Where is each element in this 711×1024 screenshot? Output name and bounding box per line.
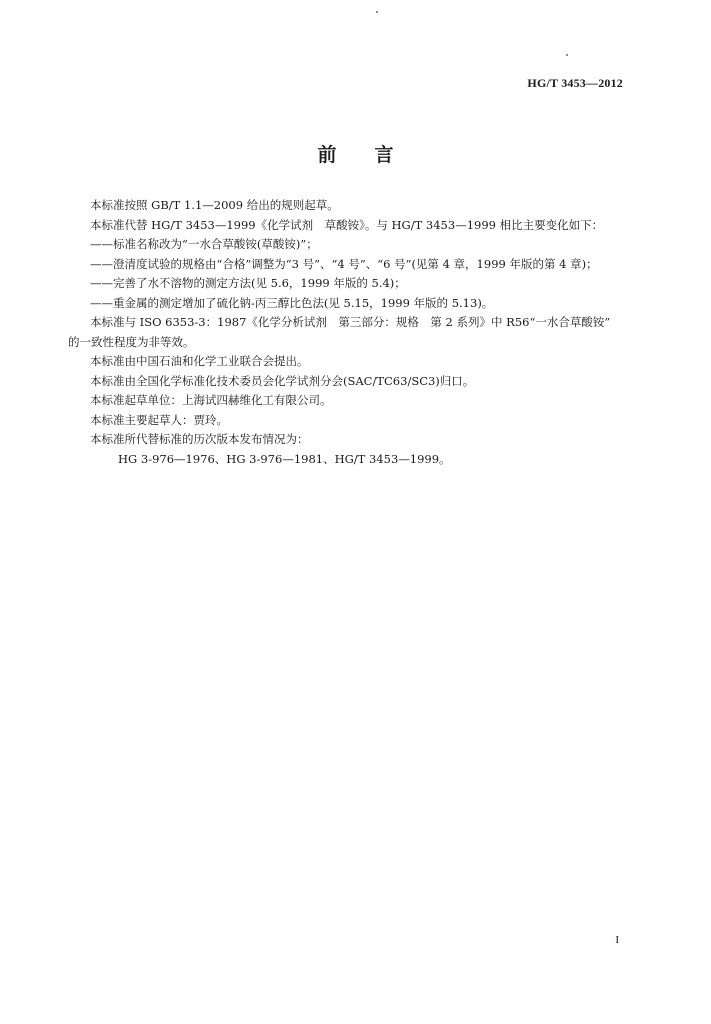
scan-speck (566, 54, 568, 56)
page-number: I (615, 934, 619, 946)
paragraph-main-drafter: 本标准主要起草人：贾玲。 (90, 412, 228, 427)
change-item-insolubles: ——完善了水不溶物的测定方法(见 5.6，1999 年版的 5.4)； (90, 276, 406, 290)
paragraph-under-jurisdiction: 本标准由全国化学标准化技术委员会化学试剂分会(SAC/TC63/SC3)归口。 (90, 373, 475, 388)
paragraph-edition-list: HG 3-976—1976、HG 3-976—1981、HG/T 3453—1999。 (118, 451, 451, 466)
change-item-heavy-metals: ——重金属的测定增加了硫化钠-丙三醇比色法(见 5.15，1999 年版的 5.13)。 (90, 295, 494, 310)
paragraph-drafting-unit: 本标准起草单位：上海试四赫维化工有限公司。 (90, 393, 332, 407)
paragraph-drafting-rules: 本标准按照 GB/T 1.1—2009 给出的规则起草。 (90, 198, 339, 212)
page-title: 前言 (317, 144, 432, 166)
scan-speck (376, 11, 378, 13)
paragraph-iso-relation-cont: 的一致性程度为非等效。 (68, 334, 195, 349)
change-item-clarity: ——澄清度试验的规格由“合格”调整为“3 号”、“4 号”、“6 号”(见第 4 章，1999 年版的第 4 章)； (90, 256, 598, 271)
change-item-name: ——标准名称改为“一水合草酸铵(草酸铵)”； (90, 237, 318, 251)
paragraph-proposed-by: 本标准由中国石油和化学工业联合会提出。 (90, 354, 309, 368)
paragraph-replaces: 本标准代替 HG/T 3453—1999《化学试剂 草酸铵》。与 HG/T 3453—1999 相比主要变化如下： (90, 217, 604, 232)
paragraph-iso-relation: 本标准与 ISO 6353-3：1987《化学分析试剂 第三部分：规格 第 2 系列》中 R56“一水合草酸铵” (90, 315, 611, 329)
paragraph-previous-editions: 本标准所代替标准的历次版本发布情况为： (90, 432, 309, 446)
foreword-body (68, 196, 628, 469)
standard-code: HG/T 3453—2012 (527, 76, 623, 90)
